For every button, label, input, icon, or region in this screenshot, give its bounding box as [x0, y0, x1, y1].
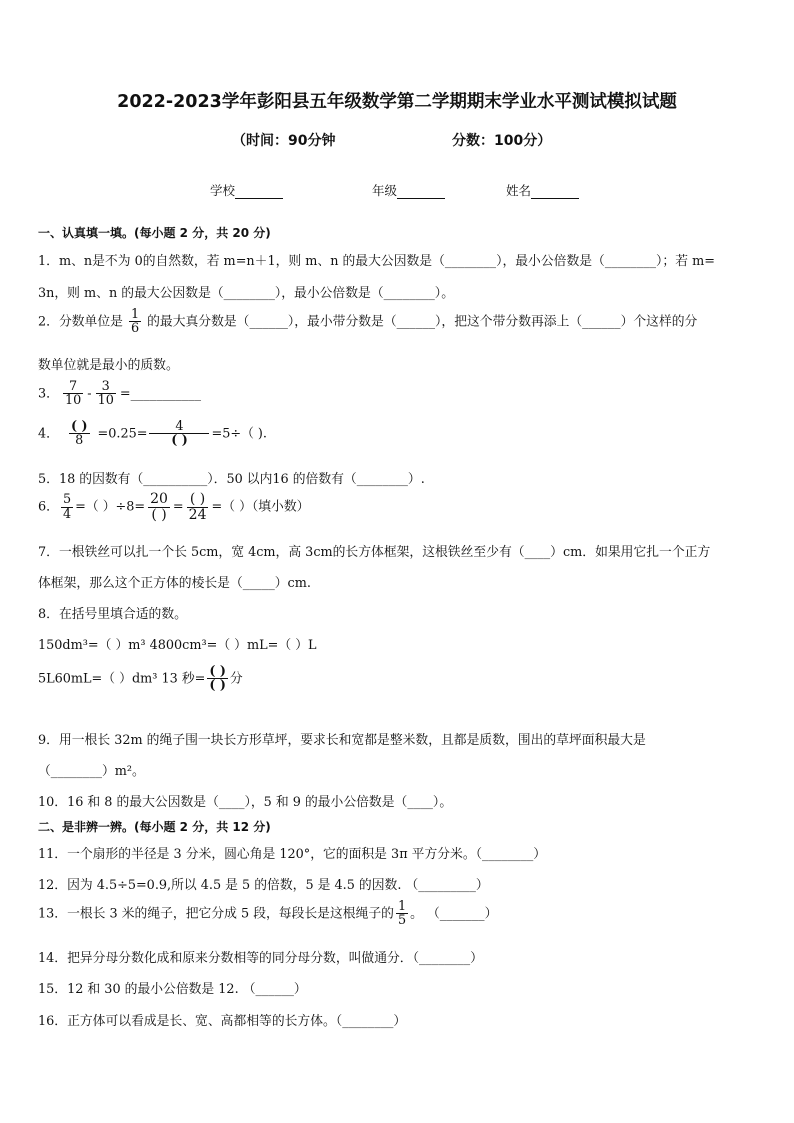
q2-denominator: 6 — [130, 321, 140, 337]
question-1-line-2: 3n，则 m、n 的最大公因数是（________），最小公倍数是（________）。 — [38, 286, 455, 301]
grade-blank — [397, 185, 445, 199]
q6-denominator-1: 4 — [62, 506, 72, 522]
exam-title: 2022-2023学年彭阳县五年级数学第二学期期末学业水平测试模拟试题 — [117, 92, 677, 112]
q6-denominator-3: 24 — [188, 506, 207, 523]
q13-suffix: 。 （_______） — [410, 906, 498, 922]
question-8-row-1: 150dm³=（ ）m³ 4800cm³=（ ）mL=（ ）L — [38, 638, 317, 653]
q8b-numerator: ( ) — [209, 664, 226, 679]
q4-suffix: =5÷（ ). — [211, 426, 267, 442]
q4-denominator-1: 8 — [69, 433, 90, 447]
question-2-line-1 — [38, 308, 697, 336]
q4-fraction-2 — [149, 420, 209, 448]
name-blank — [531, 185, 579, 199]
question-10: 10．16 和 8 的最大公因数是（____），5 和 9 的最小公倍数是（____）。 — [38, 795, 453, 810]
q3-prefix: 3． — [38, 386, 59, 402]
question-9-line-2: （________）m²。 — [38, 764, 145, 779]
q3-denominator-1: 10 — [64, 393, 82, 409]
question-5: 5．18 的因数有（__________）．50 以内16 的倍数有（________）. — [38, 472, 425, 487]
name-field — [506, 181, 579, 199]
q3-suffix: =___________ — [119, 386, 201, 402]
q4-middle: =0.25= — [97, 426, 148, 442]
q6-fraction-2 — [148, 492, 170, 522]
q2-fraction — [129, 308, 141, 336]
q3-denominator-2: 10 — [97, 393, 114, 409]
q4-denominator-2: ( ) — [149, 433, 209, 447]
grade-field — [372, 181, 445, 199]
q8b-suffix: 分 — [229, 671, 243, 687]
question-8: 8．在括号里填合适的数。 — [38, 607, 187, 622]
question-16: 16．正方体可以看成是长、宽、高都相等的长方体。（________） — [38, 1014, 407, 1029]
q3-fraction-2 — [96, 380, 116, 408]
q4-prefix: 4． — [38, 426, 59, 442]
q6-middle: =（ ）÷8= — [75, 499, 146, 515]
section-2-header: 二、是非辨一辨。(每小题 2 分，共 12 分) — [38, 820, 271, 834]
q2-prefix: 2．分数单位是 — [38, 314, 123, 330]
school-field — [210, 181, 283, 199]
q8b-denominator: ( ) — [209, 678, 226, 694]
q3-fraction-1 — [63, 380, 83, 408]
q8b-fraction — [207, 665, 228, 693]
q4-fraction-1 — [69, 420, 90, 448]
question-2-line-2: 数单位就是最小的质数。 — [38, 358, 179, 373]
question-3 — [38, 380, 201, 408]
school-label: 学校 — [210, 183, 236, 198]
q2-numerator: 1 — [130, 307, 140, 322]
q13-prefix: 13．一根长 3 米的绳子，把它分成 5 段，每段长是这根绳子的 — [38, 906, 394, 922]
q6-equals: = — [172, 499, 184, 515]
grade-label: 年级 — [372, 183, 398, 198]
q6-fraction-1 — [61, 493, 73, 521]
q13-numerator: 1 — [397, 899, 407, 914]
q6-prefix: 6． — [38, 499, 59, 515]
q3-operator: - — [87, 386, 92, 402]
question-13 — [38, 900, 497, 928]
name-label: 姓名 — [506, 183, 532, 198]
q3-numerator-2: 3 — [101, 379, 110, 394]
school-blank — [235, 185, 283, 199]
q13-denominator: 5 — [397, 913, 407, 929]
question-14: 14．把异分母分数化成和原来分数相等的同分母分数，叫做通分．（________） — [38, 951, 483, 966]
question-7-line-1: 7．一根铁丝可以扎一个长 5cm，宽 4cm，高 3cm的长方体框架，这根铁丝至少有（____）cm．如果用它扎一个正方 — [38, 545, 711, 560]
exam-time: （时间：90分钟 — [232, 133, 336, 149]
question-12: 12．因为 4.5÷5=0.9,所以 4.5 是 5 的倍数，5 是 4.5 的因数. （_________） — [38, 878, 489, 893]
question-1-line-1: 1．m、n是不为 0的自然数，若 m=n＋1，则 m、n 的最大公因数是（________），最小公倍数是（________）；若 m= — [38, 254, 715, 269]
q2-suffix: 的最大真分数是（______），最小带分数是（______），把这个带分数再添上（______）个这样的分 — [147, 314, 698, 330]
question-7-line-2: 体框架，那么这个正方体的棱长是（_____）cm. — [38, 576, 311, 591]
question-15: 15．12 和 30 的最小公倍数是 12. （______） — [38, 982, 307, 997]
q6-suffix: =（ ）（填小数） — [211, 499, 310, 515]
exam-score: 分数：100分） — [452, 133, 552, 149]
question-4 — [38, 420, 267, 448]
question-9-line-1: 9．用一根长 32m 的绳子围一块长方形草坪，要求长和宽都是整米数，且都是质数，围出的草坪面积最大是 — [38, 733, 646, 748]
q6-numerator-1: 5 — [62, 492, 72, 508]
q6-numerator-2: 20 — [150, 491, 168, 507]
q13-fraction — [396, 900, 408, 928]
q3-numerator-1: 7 — [69, 379, 78, 394]
q4-numerator-1: ( ) — [70, 419, 88, 434]
question-8-row-2 — [38, 665, 243, 693]
question-6 — [38, 492, 309, 522]
q8b-prefix: 5L60mL=（ ）dm³ 13 秒= — [38, 671, 206, 687]
question-11: 11．一个扇形的半径是 3 分米，圆心角是 120°，它的面积是 3π 平方分米。（________） — [38, 847, 547, 862]
q6-denominator-2: ( ) — [148, 507, 170, 523]
q6-fraction-3 — [187, 492, 209, 522]
section-1-header: 一、认真填一填。(每小题 2 分，共 20 分) — [38, 226, 271, 240]
q6-numerator-3: ( ) — [189, 491, 206, 507]
q4-numerator-2: 4 — [175, 419, 184, 434]
